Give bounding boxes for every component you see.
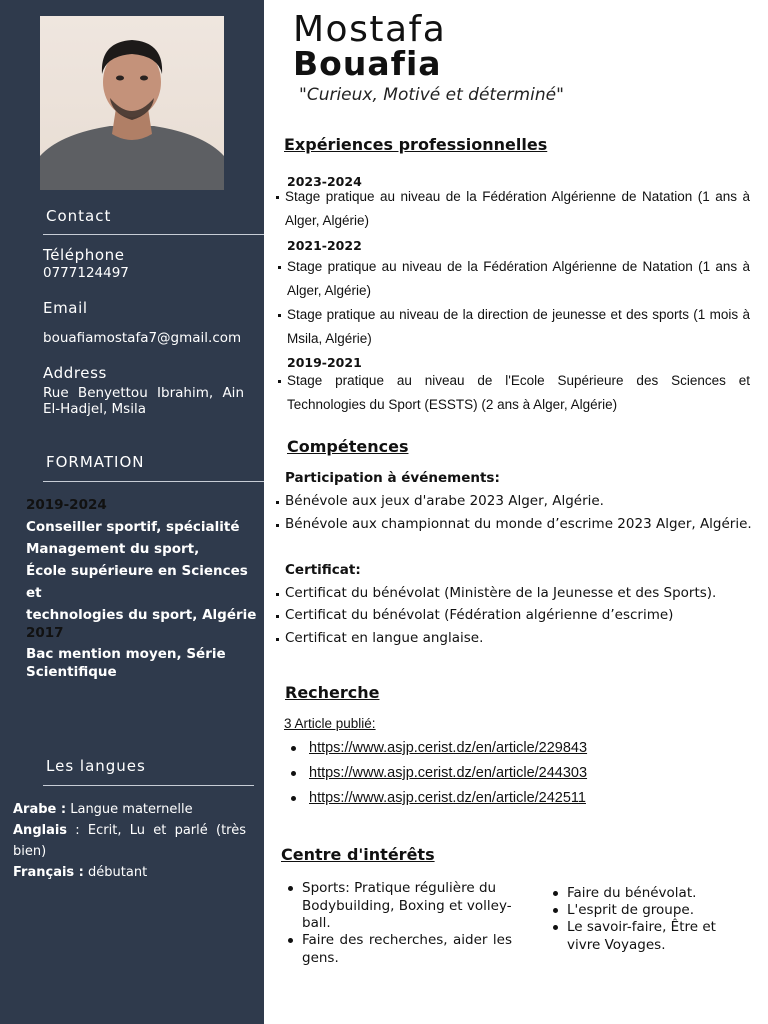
experience-heading: Expériences professionnelles <box>284 135 548 154</box>
languages-divider <box>43 785 254 786</box>
skills-heading: Compétences <box>287 437 409 456</box>
formation-line: Bac mention moyen, Série <box>26 646 226 662</box>
articles-title: 3 Article publié: <box>284 716 376 731</box>
formation-line: technologies du sport, Algérie <box>26 607 257 623</box>
article-link[interactable]: https://www.asjp.cerist.dz/en/article/229843 <box>309 740 588 756</box>
tagline: "Curieux, Motivé et déterminé" <box>299 85 564 105</box>
language-name: Français : <box>13 865 84 880</box>
event-item: Bénévole aux championnat du monde d’escrime 2023 Alger, Algérie. <box>285 516 752 532</box>
language-level: Langue maternelle <box>70 802 193 817</box>
experience-item: Stage pratique au niveau de l'Ecole Supérieure des Sciences et Technologies du Sport (ESSTS) (2 ans à Alger, Algérie) <box>287 369 750 416</box>
phone-value: 0777124497 <box>43 265 129 281</box>
formation-heading: FORMATION <box>46 453 145 471</box>
formation-divider <box>43 481 264 482</box>
address-label: Address <box>43 364 107 382</box>
certificate-title: Certificat: <box>285 562 361 578</box>
sidebar <box>0 0 264 1024</box>
experience-year: 2019-2021 <box>287 355 362 370</box>
events-title: Participation à événements: <box>285 470 500 486</box>
formation-entry <box>26 645 226 681</box>
contact-divider <box>43 234 264 235</box>
language-item <box>13 862 246 883</box>
experience-item: Stage pratique au niveau de la Fédération Algérienne de Natation (1 ans à Alger, Algérie) <box>287 255 750 302</box>
language-name: Arabe : <box>13 802 67 817</box>
language-item <box>13 820 246 862</box>
experience-year: 2021-2022 <box>287 238 362 253</box>
formation-line: Management du sport, <box>26 541 200 557</box>
formation-year: 2019-2024 <box>26 497 107 513</box>
experience-year: 2023-2024 <box>287 174 362 189</box>
formation-line: Scientifique <box>26 664 117 680</box>
profile-photo <box>40 16 224 190</box>
email-value[interactable]: bouafiamostafa7@gmail.com <box>43 330 242 346</box>
article-link[interactable]: https://www.asjp.cerist.dz/en/article/242511 <box>309 790 586 806</box>
interest-item: Sports: Pratique régulière du Bodybuilding, Boxing et volley-ball. <box>302 880 512 931</box>
certificate-item: Certificat en langue anglaise. <box>285 630 484 646</box>
research-heading: Recherche <box>285 683 380 702</box>
article-link[interactable]: https://www.asjp.cerist.dz/en/article/244303 <box>309 765 588 781</box>
language-item <box>13 799 246 820</box>
email-label: Email <box>43 299 88 317</box>
certificate-item: Certificat du bénévolat (Fédération algérienne d’escrime) <box>285 607 674 623</box>
last-name: Bouafia <box>293 44 442 83</box>
interest-item: L'esprit de groupe. <box>567 902 752 920</box>
interest-item: Faire du bénévolat. <box>567 885 752 903</box>
experience-item: Stage pratique au niveau de la Fédération Algérienne de Natation (1 ans à Alger, Algérie) <box>285 185 750 232</box>
interest-item: Le savoir-faire, Être et vivre Voyages. <box>567 919 752 954</box>
interests-heading: Centre d'intérêts <box>281 845 435 864</box>
address-value: Rue Benyettou Ibrahim, Ain El-Hadjel, Msila <box>43 385 244 417</box>
phone-label: Téléphone <box>43 246 125 264</box>
interest-item: Faire des recherches, aider les gens. <box>302 932 512 966</box>
language-name: Anglais <box>13 823 68 838</box>
formation-line: École supérieure en Sciences et <box>26 563 248 601</box>
languages-heading: Les langues <box>46 757 146 775</box>
language-level: : Ecrit, Lu et parlé (très bien) <box>13 823 246 859</box>
experience-item: Stage pratique au niveau de la direction de jeunesse et des sports (1 mois à Msila, Algérie) <box>287 303 750 350</box>
formation-entry <box>26 516 264 626</box>
formation-line: Conseiller sportif, spécialité <box>26 519 240 535</box>
formation-year: 2017 <box>26 625 64 641</box>
first-name: Mostafa <box>293 9 447 50</box>
event-item: Bénévole aux jeux d'arabe 2023 Alger, Algérie. <box>285 493 604 509</box>
contact-heading: Contact <box>46 207 112 225</box>
certificate-item: Certificat du bénévolat (Ministère de la Jeunesse et des Sports). <box>285 585 717 601</box>
language-level: débutant <box>88 865 148 880</box>
